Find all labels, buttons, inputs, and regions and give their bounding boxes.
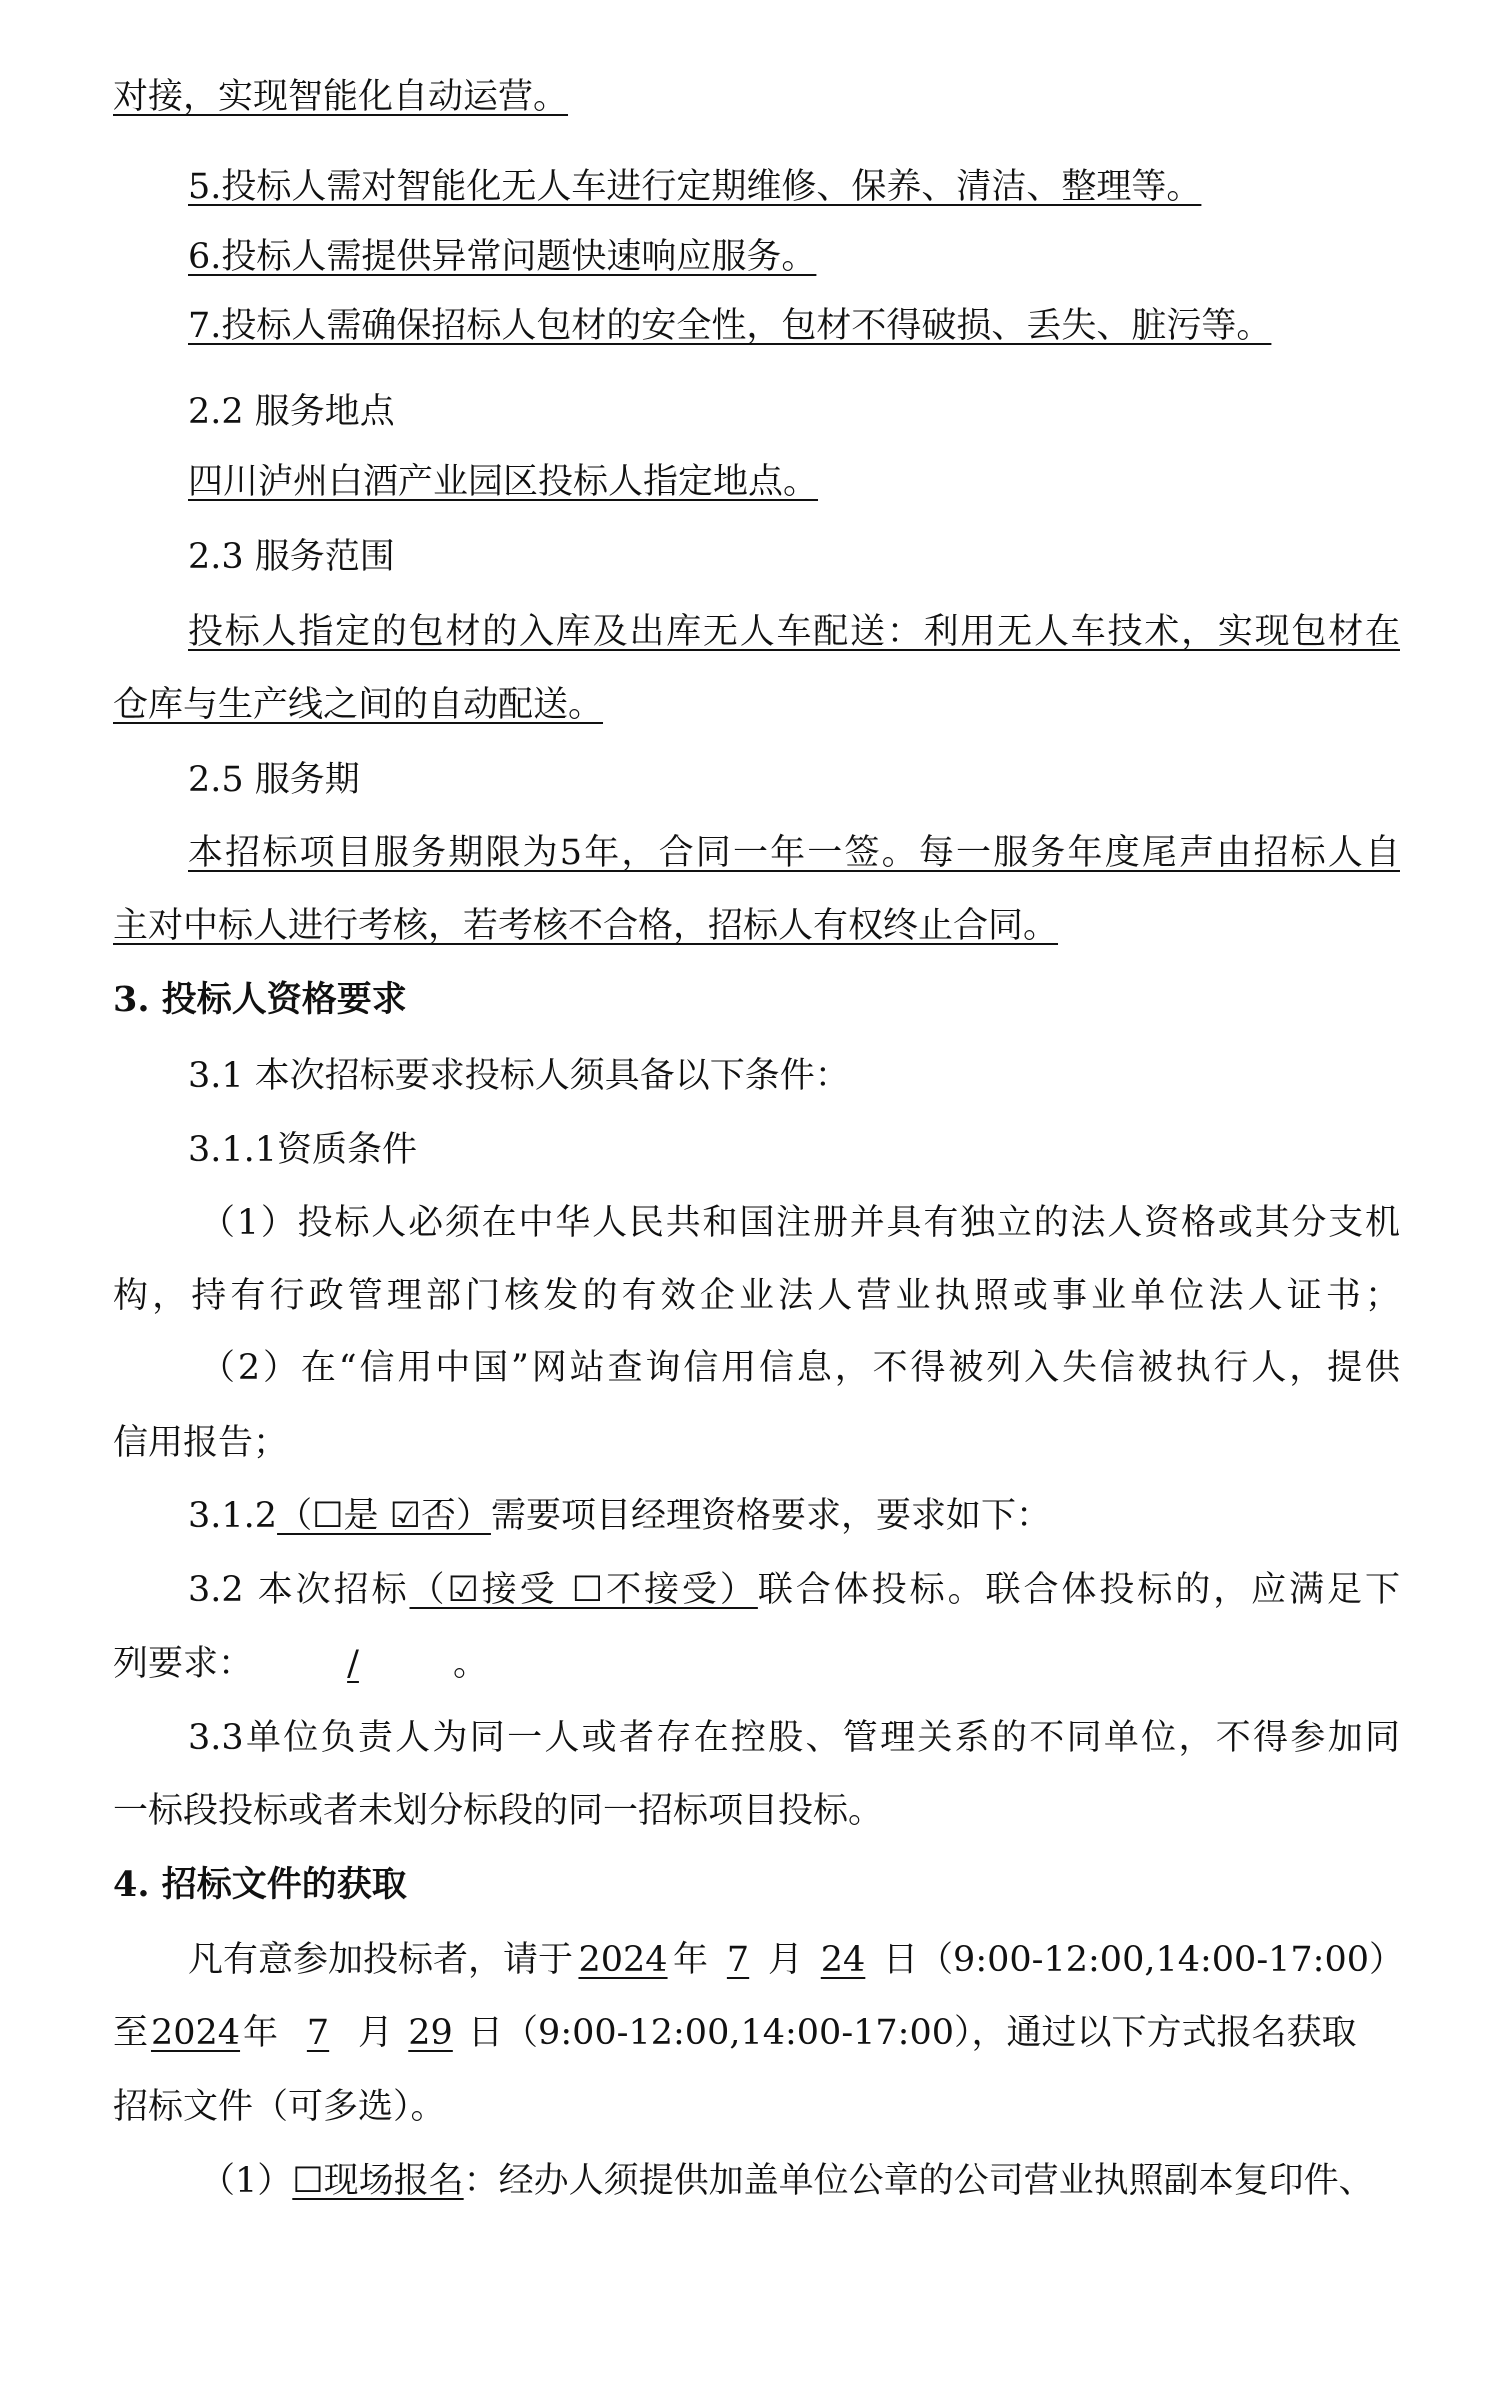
clause-text: 日（9:00-12:00,14:00-17:00）: [883, 1940, 1405, 1980]
clause-text: 需要项目经理资格要求，要求如下：: [490, 1496, 1051, 1536]
date-unit: 年: [243, 2013, 279, 2053]
date-day: 29: [408, 2013, 453, 2053]
text-line: 5.投标人需对智能化无人车进行定期维修、保养、清洁、整理等。: [188, 167, 1202, 207]
text-line: 仓库与生产线之间的自动配送。: [113, 685, 604, 725]
clause-number: （1）: [200, 2161, 293, 2201]
clause-text: 日（9:00-12:00,14:00-17:00），通过以下方式报名获取: [468, 2013, 1357, 2053]
clause-text: 列要求：: [113, 1644, 254, 1684]
date-unit: 月: [768, 1940, 804, 1980]
blank-field: /: [347, 1644, 359, 1684]
text-line: 一标段投标或者未划分标段的同一招标项目投标。: [113, 1791, 884, 1831]
section-heading-bold: 3. 投标人资格要求: [113, 979, 407, 1020]
text-line: [113, 2010, 1357, 2056]
clause-text: 3.2 本次招标: [188, 1570, 410, 1610]
clause-number: 3.1.2: [188, 1496, 278, 1536]
text-line: （1）投标人必须在中华人民共和国注册并具有独立的法人资格或其分支机: [200, 1203, 1400, 1243]
date-year: 2024: [150, 2013, 241, 2053]
text-line: [113, 1641, 488, 1687]
section-heading: 2.3 服务范围: [188, 537, 395, 577]
date-unit: 年: [673, 1940, 709, 1980]
date-month: 7: [306, 2013, 330, 2053]
text-line: 投标人指定的包材的入库及出库无人车配送：利用无人车技术，实现包材在: [188, 612, 1400, 652]
text-line: 本招标项目服务期限为5年，合同一年一签。每一服务年度尾声由招标人自: [188, 833, 1400, 873]
text-line: 构，持有行政管理部门核发的有效企业法人营业执照或事业单位法人证书；: [113, 1276, 1400, 1316]
text-line: 7.投标人需确保招标人包材的安全性，包材不得破损、丢失、脏污等。: [188, 306, 1272, 346]
text-line: [188, 1937, 1404, 1983]
text-line: （2）在“信用中国”网站查询信用信息，不得被列入失信被执行人，提供: [200, 1348, 1400, 1388]
text-line: 3.1 本次招标要求投标人须具备以下条件：: [188, 1056, 850, 1096]
text-line: 招标文件（可多选）。: [113, 2087, 446, 2127]
checkbox-choice: （☑接受 ☐不接受）: [409, 1570, 758, 1610]
text-line: 6.投标人需提供异常问题快速响应服务。: [188, 237, 817, 277]
text-line: [188, 1567, 1400, 1613]
checkbox-option-onsite: ☐现场报名: [292, 2161, 464, 2201]
clause-text: 凡有意参加投标者，请于: [188, 1940, 574, 1980]
date-month: 7: [726, 1940, 750, 1980]
text-line: 对接，实现智能化自动运营。: [113, 77, 569, 117]
section-heading-bold: 4. 招标文件的获取: [113, 1864, 407, 1905]
clause-text: 联合体投标。联合体投标的，应满足下: [757, 1570, 1400, 1610]
text-line: 3.1.1资质条件: [188, 1130, 418, 1170]
text-line: 信用报告；: [113, 1423, 289, 1463]
date-unit: 月: [358, 2013, 394, 2053]
section-heading: 2.2 服务地点: [188, 392, 395, 432]
checkbox-choice: （☐是 ☑否）: [277, 1496, 491, 1536]
text-line: [188, 1493, 1051, 1539]
section-heading: 2.5 服务期: [188, 760, 360, 800]
date-day: 24: [820, 1940, 866, 1980]
clause-text: ：经办人须提供加盖单位公章的公司营业执照副本复印件、: [463, 2161, 1374, 2201]
clause-text: 至: [113, 2013, 149, 2053]
text-line: 3.3单位负责人为同一人或者存在控股、管理关系的不同单位，不得参加同: [188, 1718, 1400, 1758]
text-line: 四川泸州白酒产业园区投标人指定地点。: [188, 462, 819, 502]
text-line: [200, 2158, 1374, 2204]
clause-text: 。: [453, 1644, 489, 1684]
text-line: 主对中标人进行考核，若考核不合格，招标人有权终止合同。: [113, 906, 1059, 946]
date-year: 2024: [578, 1940, 668, 1980]
